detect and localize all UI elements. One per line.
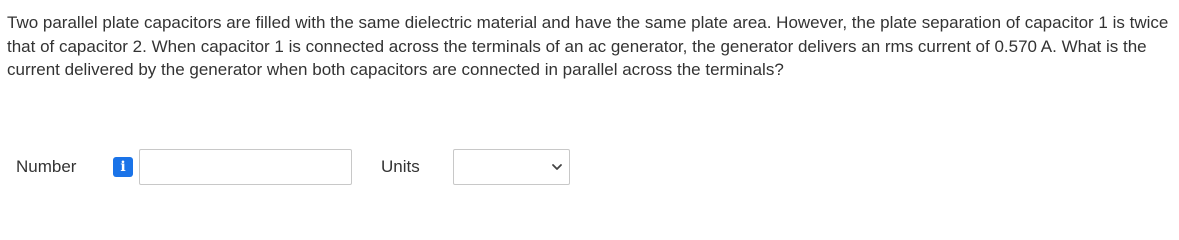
- chevron-down-icon: [551, 161, 563, 173]
- units-label: Units: [381, 157, 420, 176]
- number-label: Number: [16, 157, 77, 176]
- number-input[interactable]: [139, 149, 352, 185]
- info-icon[interactable]: i: [113, 157, 133, 177]
- answer-row: [16, 147, 570, 187]
- units-select[interactable]: [453, 149, 570, 185]
- question-text: Two parallel plate capacitors are filled with the same dielectric material and have the same plate area. However, the plate separation of capacitor 1 is twice that of capacitor 2. When capacitor 1 is connected across the terminals of an ac generator, the generator delivers an rms current of 0.570 A. What is the current delivered by the generator when both capacitors are connected in parallel across the terminals?: [7, 13, 1169, 79]
